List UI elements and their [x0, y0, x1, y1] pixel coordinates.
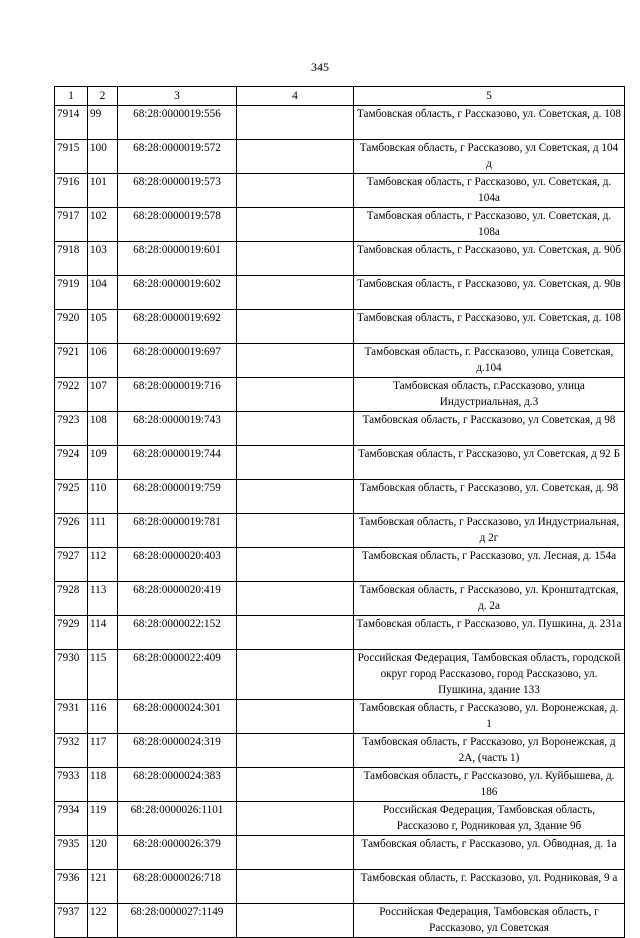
cell-address: Российская Федерация, Тамбовская область, Рассказово г, Родниковая ул, Здание 9б: [354, 802, 625, 836]
cell-address: Тамбовская область, г Рассказово, ул. Обводная, д. 1а: [354, 836, 625, 870]
cell-registry-number: 7927: [55, 548, 88, 582]
cell-address: Тамбовская область, г Рассказово, ул. Воронежская, д. 1: [354, 700, 625, 734]
cell-cadastral-number: 68:28:0000019:556: [118, 106, 237, 140]
table-row: [55, 700, 625, 734]
cell-address: Тамбовская область, г Рассказово, ул. Советская, д. 90б: [354, 242, 625, 276]
cell-registry-number: 7922: [55, 378, 88, 412]
table-row: [55, 242, 625, 276]
cell-cadastral-number: 68:28:0000019:602: [118, 276, 237, 310]
cell-empty-column: [237, 870, 354, 904]
table-row: [55, 174, 625, 208]
column-header-2: 2: [88, 87, 118, 106]
cell-address: Тамбовская область, г Рассказово, ул Советская, д 104 д: [354, 140, 625, 174]
cell-cadastral-number: 68:28:0000019:743: [118, 412, 237, 446]
cell-registry-number: 7931: [55, 700, 88, 734]
cell-registry-number: 7923: [55, 412, 88, 446]
cell-sequence-number: 121: [88, 870, 118, 904]
cell-cadastral-number: 68:28:0000019:573: [118, 174, 237, 208]
cell-cadastral-number: 68:28:0000019:744: [118, 446, 237, 480]
cell-empty-column: [237, 616, 354, 650]
cell-address: Тамбовская область, г Рассказово, ул Индустриальная, д 2г: [354, 514, 625, 548]
cell-registry-number: 7926: [55, 514, 88, 548]
cell-sequence-number: 118: [88, 768, 118, 802]
cell-address: Тамбовская область, г Рассказово, ул. Советская, д. 98: [354, 480, 625, 514]
cell-empty-column: [237, 768, 354, 802]
cell-cadastral-number: 68:28:0000019:697: [118, 344, 237, 378]
cell-cadastral-number: 68:28:0000024:383: [118, 768, 237, 802]
table-row: [55, 650, 625, 700]
cell-sequence-number: 101: [88, 174, 118, 208]
cell-registry-number: 7917: [55, 208, 88, 242]
cell-sequence-number: 111: [88, 514, 118, 548]
cell-registry-number: 7930: [55, 650, 88, 700]
table-row: [55, 378, 625, 412]
cell-sequence-number: 117: [88, 734, 118, 768]
table-row: [55, 582, 625, 616]
cell-address: Тамбовская область, г Рассказово, ул. Советская, д. 90в: [354, 276, 625, 310]
table-row: [55, 734, 625, 768]
cell-registry-number: 7921: [55, 344, 88, 378]
cell-registry-number: 7936: [55, 870, 88, 904]
cell-sequence-number: 110: [88, 480, 118, 514]
cell-registry-number: 7929: [55, 616, 88, 650]
cell-empty-column: [237, 106, 354, 140]
table-row: [55, 140, 625, 174]
table-row: [55, 870, 625, 904]
table-row: [55, 276, 625, 310]
cell-cadastral-number: 68:28:0000020:403: [118, 548, 237, 582]
cell-empty-column: [237, 310, 354, 344]
cell-cadastral-number: 68:28:0000026:379: [118, 836, 237, 870]
cell-cadastral-number: 68:28:0000024:301: [118, 700, 237, 734]
cell-empty-column: [237, 174, 354, 208]
table-row: [55, 514, 625, 548]
cell-address: Тамбовская область, г Рассказово, ул Советская, д 92 Б: [354, 446, 625, 480]
cell-cadastral-number: 68:28:0000019:601: [118, 242, 237, 276]
cell-address: Тамбовская область, г.Рассказово, улица Индустриальная, д.3: [354, 378, 625, 412]
cell-empty-column: [237, 582, 354, 616]
cell-address: Тамбовская область, г Рассказово, ул. Пушкина, д. 231а: [354, 616, 625, 650]
table-row: [55, 616, 625, 650]
table-row: [55, 802, 625, 836]
table-row: [55, 480, 625, 514]
cell-registry-number: 7932: [55, 734, 88, 768]
table-row: [55, 548, 625, 582]
cell-empty-column: [237, 904, 354, 938]
cell-empty-column: [237, 514, 354, 548]
cell-registry-number: 7919: [55, 276, 88, 310]
cell-registry-number: 7918: [55, 242, 88, 276]
cell-cadastral-number: 68:28:0000026:718: [118, 870, 237, 904]
cell-cadastral-number: 68:28:0000019:572: [118, 140, 237, 174]
cell-empty-column: [237, 276, 354, 310]
cell-sequence-number: 112: [88, 548, 118, 582]
cell-registry-number: 7937: [55, 904, 88, 938]
cell-empty-column: [237, 140, 354, 174]
cell-address: Тамбовская область, г Рассказово, ул. Лесная, д. 154а: [354, 548, 625, 582]
cell-registry-number: 7933: [55, 768, 88, 802]
cell-cadastral-number: 68:28:0000027:1149: [118, 904, 237, 938]
cell-cadastral-number: 68:28:0000019:578: [118, 208, 237, 242]
cell-sequence-number: 114: [88, 616, 118, 650]
cell-registry-number: 7914: [55, 106, 88, 140]
table-row: [55, 106, 625, 140]
table-row: [55, 836, 625, 870]
cell-cadastral-number: 68:28:0000019:781: [118, 514, 237, 548]
cell-empty-column: [237, 548, 354, 582]
cell-empty-column: [237, 208, 354, 242]
table-header-row: [55, 87, 625, 106]
cell-empty-column: [237, 734, 354, 768]
cell-sequence-number: 107: [88, 378, 118, 412]
cell-cadastral-number: 68:28:0000024:319: [118, 734, 237, 768]
cell-empty-column: [237, 650, 354, 700]
cell-address: Тамбовская область, г Рассказово, ул. Советская, д. 108: [354, 310, 625, 344]
cell-cadastral-number: 68:28:0000019:759: [118, 480, 237, 514]
cell-registry-number: 7928: [55, 582, 88, 616]
cell-registry-number: 7920: [55, 310, 88, 344]
cell-cadastral-number: 68:28:0000022:152: [118, 616, 237, 650]
cell-sequence-number: 106: [88, 344, 118, 378]
cell-sequence-number: 100: [88, 140, 118, 174]
cell-empty-column: [237, 802, 354, 836]
cell-sequence-number: 102: [88, 208, 118, 242]
table-row: [55, 344, 625, 378]
cell-sequence-number: 105: [88, 310, 118, 344]
cell-registry-number: 7925: [55, 480, 88, 514]
page-number: 345: [311, 60, 329, 74]
cell-address: Тамбовская область, г Рассказово, ул Советская, д 98: [354, 412, 625, 446]
cell-sequence-number: 116: [88, 700, 118, 734]
cell-empty-column: [237, 344, 354, 378]
cell-address: Тамбовская область, г Рассказово, ул. Советская, д. 108: [354, 106, 625, 140]
cell-sequence-number: 122: [88, 904, 118, 938]
cell-cadastral-number: 68:28:0000026:1101: [118, 802, 237, 836]
cell-sequence-number: 104: [88, 276, 118, 310]
cell-sequence-number: 108: [88, 412, 118, 446]
cell-address: Тамбовская область, г Рассказово, ул. Куйбышева, д. 186: [354, 768, 625, 802]
table-row: [55, 446, 625, 480]
cell-sequence-number: 103: [88, 242, 118, 276]
cell-cadastral-number: 68:28:0000020:419: [118, 582, 237, 616]
cell-sequence-number: 113: [88, 582, 118, 616]
registry-table: [54, 86, 625, 938]
cell-empty-column: [237, 446, 354, 480]
cell-cadastral-number: 68:28:0000019:716: [118, 378, 237, 412]
cell-address: Тамбовская область, г. Рассказово, ул. Родниковая, 9 а: [354, 870, 625, 904]
cell-address: Российская Федерация, Тамбовская область, г Рассказово, ул Советская: [354, 904, 625, 938]
cell-address: Тамбовская область, г Рассказово, ул. Советская, д. 108а: [354, 208, 625, 242]
cell-sequence-number: 115: [88, 650, 118, 700]
cell-address: Тамбовская область, г Рассказово, ул. Советская, д. 104а: [354, 174, 625, 208]
cell-empty-column: [237, 700, 354, 734]
column-header-3: 3: [118, 87, 237, 106]
cell-cadastral-number: 68:28:0000022:409: [118, 650, 237, 700]
cell-sequence-number: 109: [88, 446, 118, 480]
cell-registry-number: 7935: [55, 836, 88, 870]
cell-empty-column: [237, 836, 354, 870]
table-row: [55, 412, 625, 446]
cell-registry-number: 7934: [55, 802, 88, 836]
table-row: [55, 768, 625, 802]
cell-empty-column: [237, 242, 354, 276]
cell-empty-column: [237, 412, 354, 446]
cell-empty-column: [237, 378, 354, 412]
column-header-4: 4: [237, 87, 354, 106]
cell-address: Тамбовская область, г Рассказово, ул. Кронштадтская, д. 2а: [354, 582, 625, 616]
cell-address: Российская Федерация, Тамбовская область, городской округ город Рассказово, город Рассказово, ул. Пушкина, здание 133: [354, 650, 625, 700]
cell-sequence-number: 99: [88, 106, 118, 140]
column-header-5: 5: [354, 87, 625, 106]
cell-sequence-number: 120: [88, 836, 118, 870]
cell-empty-column: [237, 480, 354, 514]
column-header-1: 1: [55, 87, 88, 106]
cell-address: Тамбовская область, г Рассказово, ул Воронежская, д 2А, (часть 1): [354, 734, 625, 768]
table-row: [55, 208, 625, 242]
cell-registry-number: 7915: [55, 140, 88, 174]
cell-cadastral-number: 68:28:0000019:692: [118, 310, 237, 344]
cell-registry-number: 7924: [55, 446, 88, 480]
cell-address: Тамбовская область, г. Рассказово, улица Советская, д.104: [354, 344, 625, 378]
cell-registry-number: 7916: [55, 174, 88, 208]
table-body: [55, 106, 625, 938]
table-row: [55, 904, 625, 938]
cell-sequence-number: 119: [88, 802, 118, 836]
table-row: [55, 310, 625, 344]
